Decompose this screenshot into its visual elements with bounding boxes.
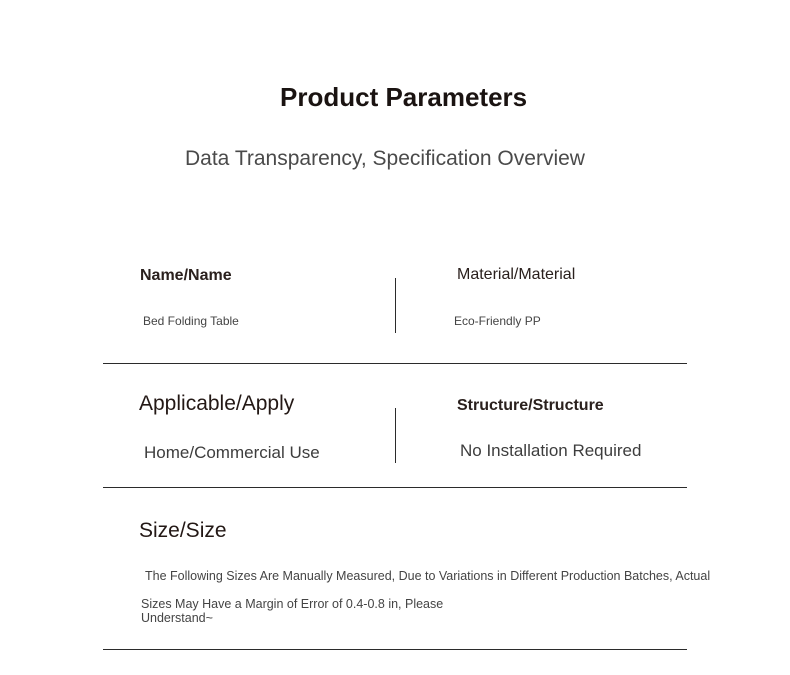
size-note-line2: Sizes May Have a Margin of Error of 0.4-0.8 in, Please [141,597,444,611]
size-label: Size/Size [139,519,227,542]
material-value: Eco-Friendly PP [454,314,541,328]
row1-separator [103,363,687,364]
structure-label: Structure/Structure [457,397,604,414]
row2-separator [103,487,687,488]
name-label: Name/Name [140,267,232,284]
structure-value: No Installation Required [460,441,642,460]
page-subtitle: Data Transparency, Specification Overview [185,147,585,170]
applicable-value: Home/Commercial Use [144,443,320,462]
applicable-label: Applicable/Apply [139,392,295,415]
size-note-line3: Understand~ [141,611,213,625]
row2-divider [395,408,396,463]
material-label: Material/Material [457,266,576,283]
name-value: Bed Folding Table [143,314,239,328]
size-note-line1: The Following Sizes Are Manually Measured, Due to Variations in Different Production Batches, Actual [145,569,711,583]
row1-divider [395,278,396,333]
size-separator [103,649,687,650]
page-title: Product Parameters [280,82,528,112]
